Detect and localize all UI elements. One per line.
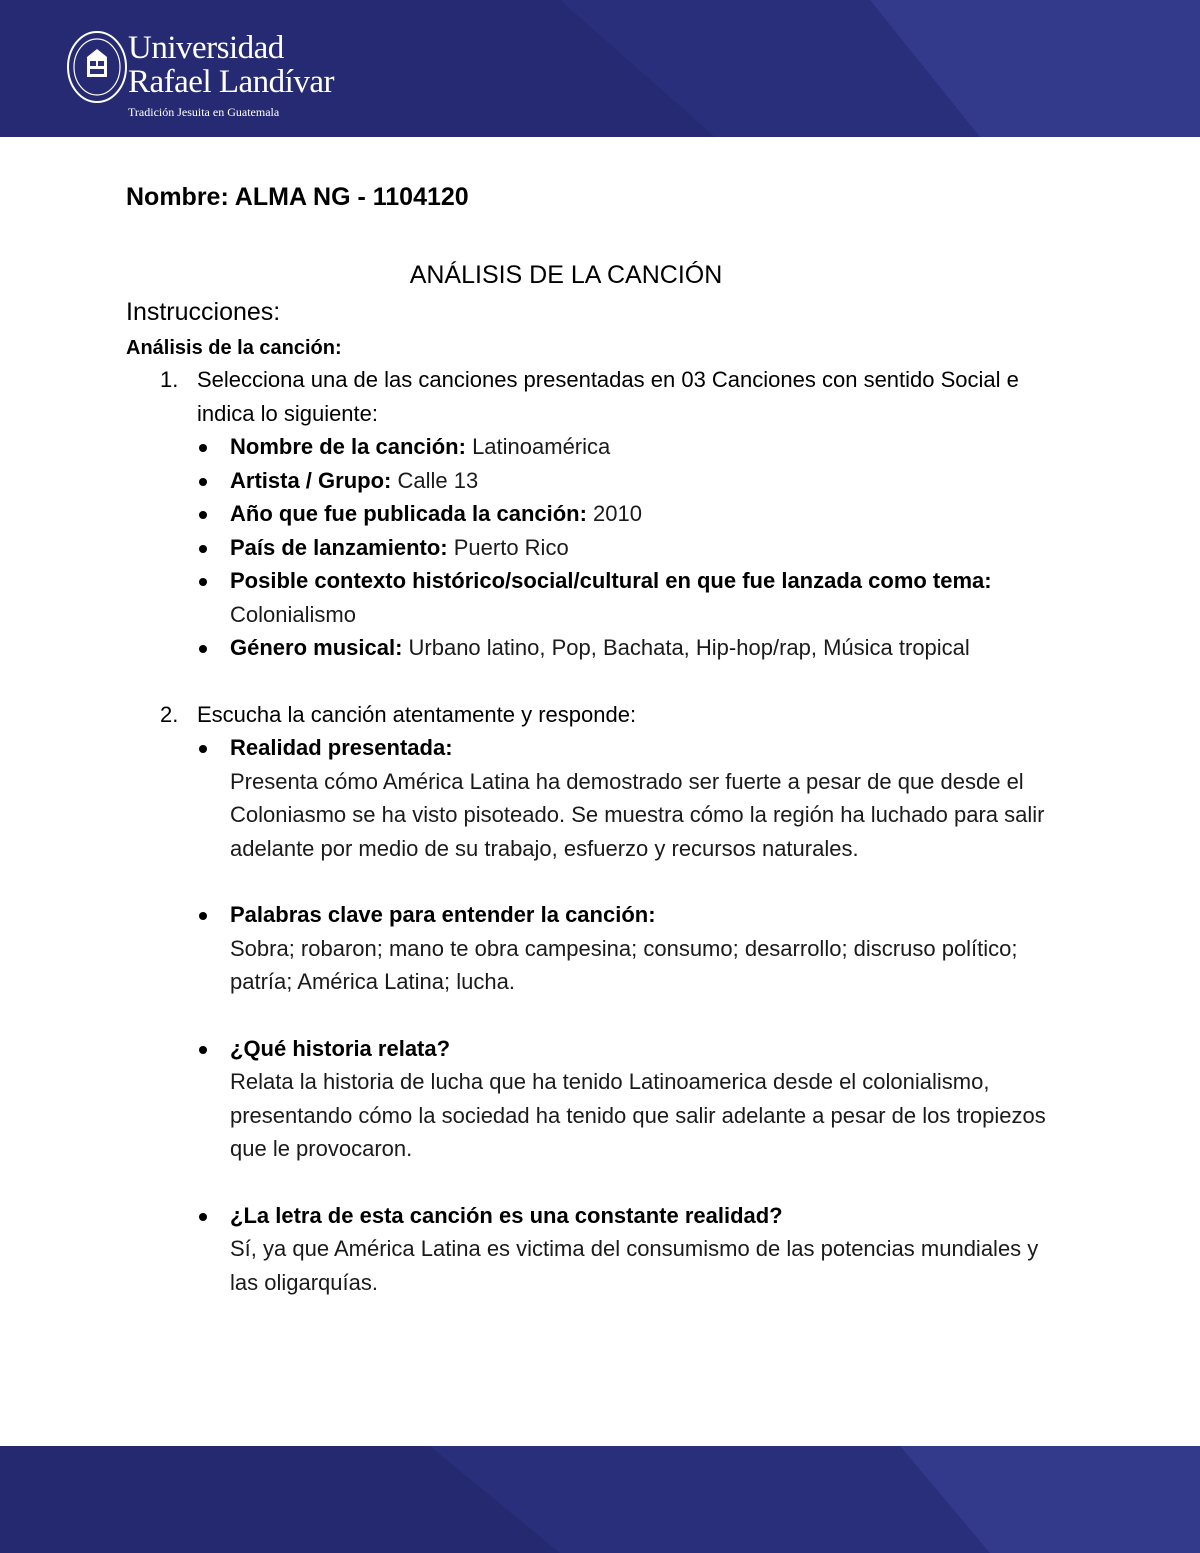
bullet-value: Presenta cómo América Latina ha demostrado ser fuerte a pesar de que desde el Coloniasmo se ha visto pisoteado. Se muestra cómo la región ha luchado para salir adelante por medio de su trabajo, esfuerzo y recursos naturales. [230,768,1045,861]
bullet-value: Sobra; robaron; mano te obra campesina; consumo; desarrollo; discruso político; patría; América Latina; lucha. [230,935,1018,994]
bullet-item [126,564,1066,631]
bullet-value: Puerto Rico [447,534,569,560]
bullet-label: Género musical: [230,635,403,660]
bullet-item [126,497,1066,531]
bullet-list-1 [197,430,1066,665]
bullet-label: País de lanzamiento: [230,534,448,560]
bullet-value: Relata la historia de lucha que ha tenido Latinoamerica desde el colonialismo, presentando cómo la sociedad ha tenido que salir adelante a pesar de los tropiezos que le provocaron. [230,1069,1046,1161]
list-item-text: Escucha la canción atentamente y responde: [197,701,637,727]
logo-line-2: Rafael Landívar [128,64,334,100]
bullet-label: Año que fue publicada la canción: [230,501,587,526]
bullet-item [126,1032,1066,1166]
list-item-1 [126,363,1066,665]
logo-line-1: Universidad [128,30,284,66]
bullet-list-2 [197,731,1066,1299]
bullet-item [126,464,1066,498]
bullet-value: Latinoamérica [465,434,611,459]
header-band [0,0,1200,137]
bullet-value: Calle 13 [391,467,479,493]
bullet-item [126,430,1066,464]
bullet-value: 2010 [586,501,642,526]
bullet-icon [199,478,207,486]
student-name: Nombre: ALMA NG - 1104120 [126,183,469,211]
document-title: ANÁLISIS DE LA CANCIÓN [409,261,723,289]
spacer [126,665,1066,698]
bullet-value: Urbano latino, Pop, Bachata, Hip-hop/rap, Música tropical [402,635,970,660]
bullet-item [126,631,1066,665]
bullet-label: Posible contexto histórico/social/cultural en que fue lanzada como tema: [230,568,992,593]
instructions-heading: Instrucciones: [126,298,281,326]
bullet-icon [199,745,207,753]
university-seal-icon [66,30,128,104]
bullet-value: Colonialismo [230,601,356,627]
list-number: 2. [160,701,179,727]
list-number: 1. [160,367,179,392]
bullet-label: Realidad presentada: [230,735,453,760]
bullet-label: ¿La letra de esta canción es una constante realidad? [230,1202,783,1228]
logo-tagline: Tradición Jesuita en Guatemala [128,105,280,119]
bullet-label: ¿Qué historia relata? [230,1035,451,1061]
bullet-item [126,898,1066,999]
bullet-label: Artista / Grupo: [230,467,392,493]
bullet-icon [199,545,207,553]
list-item-2 [126,698,1066,1300]
bullet-icon [199,645,207,653]
bullet-icon [199,578,207,586]
numbered-list [126,363,1066,1299]
bullet-icon [199,1046,207,1054]
bullet-icon [199,1213,207,1221]
bullet-item [126,1199,1066,1300]
list-item-text: Selecciona una de las canciones presentadas en 03 Canciones con sentido Social e indica lo siguiente: [197,367,1019,426]
bullet-label: Palabras clave para entender la canción: [230,902,656,927]
bullet-item [126,531,1066,565]
bullet-item [126,731,1066,865]
bullet-icon [199,444,207,452]
analysis-subheading: Análisis de la canción: [126,337,342,359]
bullet-icon [199,511,207,519]
bullet-icon [199,912,207,920]
footer-band [0,1446,1200,1553]
bullet-label: Nombre de la canción: [230,434,466,459]
bullet-value: Sí, ya que América Latina es victima del consumismo de las potencias mundiales y las oligarquías. [230,1236,1039,1295]
university-logo-text [128,30,334,121]
